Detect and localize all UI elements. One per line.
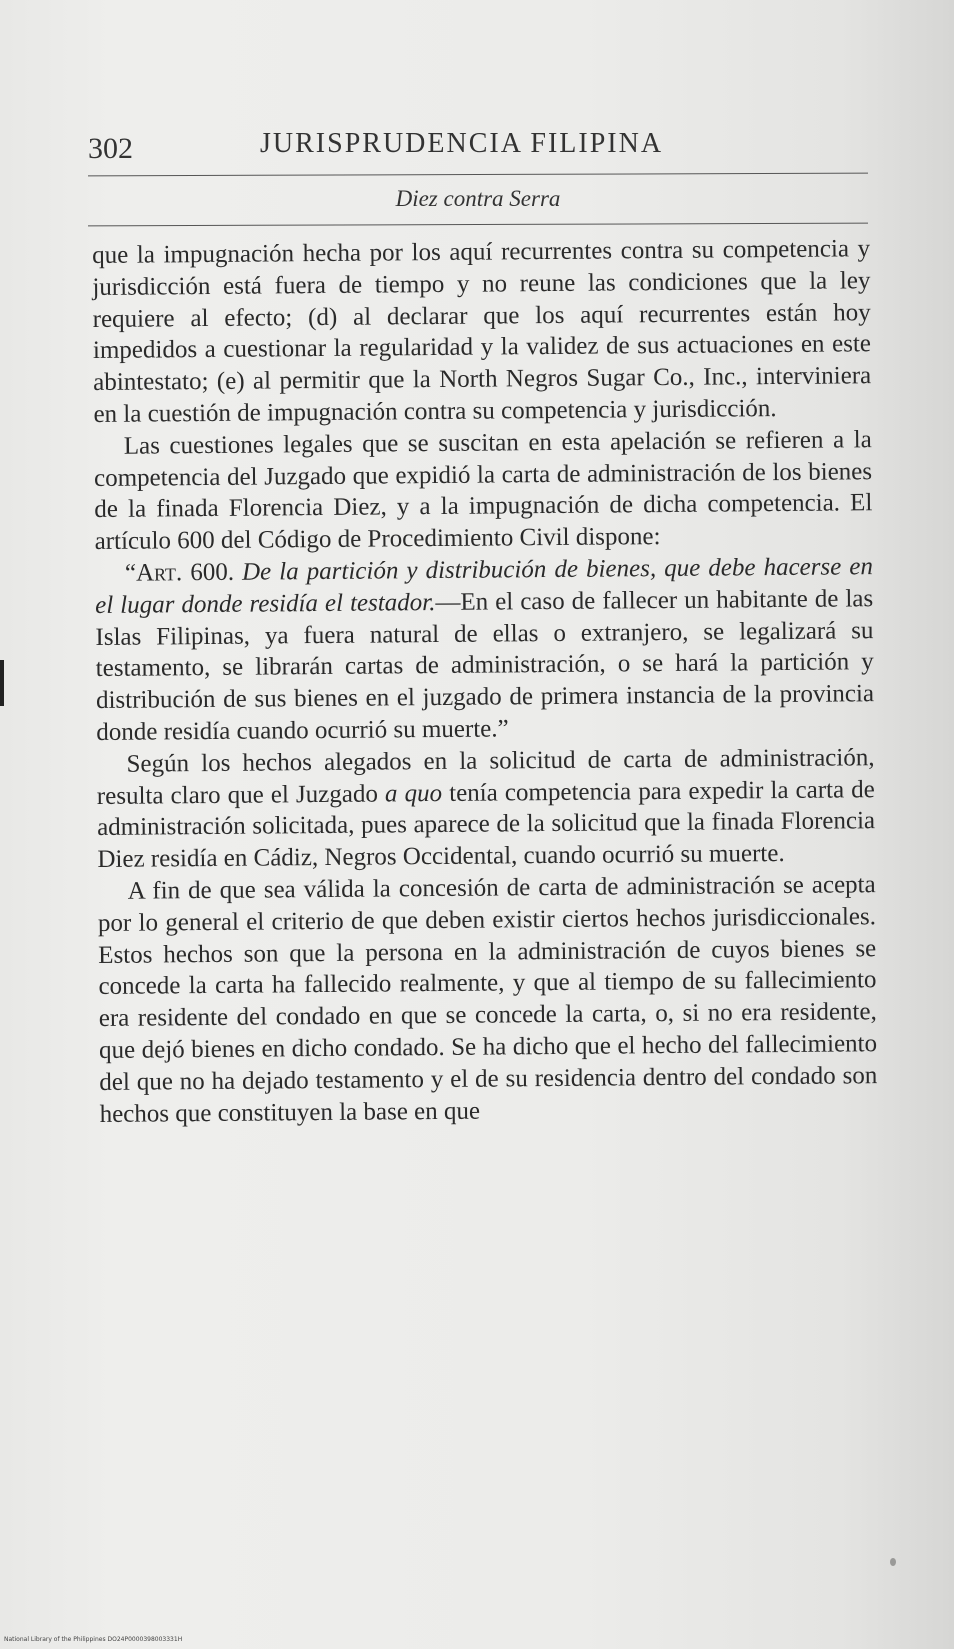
paragraph-jurisdictional-facts: A fin de que sea válida la concesión de carta de administración se acepta por lo general el criterio de que deben existir ciertos hechos jurisdiccionales. Estos hechos son que la persona en la administración de cuyos bienes se concede la carta ha fallecido realmente, y que al tiempo de su fallecimiento era residente del condado en que se concede la carta, o, si no era residente, que dejó bienes en dicho condado. Se ha dicho que el hecho del fallecimiento del que no ha dejado testamento y el de su residencia dentro del condado son hechos que constituyen la base en que xyxy=(97,871,878,1128)
page-number: 302 xyxy=(88,132,133,165)
header-rule-bottom xyxy=(88,223,868,227)
running-title: JURISPRUDENCIA FILIPINA xyxy=(260,128,664,159)
quoted-article xyxy=(95,551,875,749)
quote-open: “ xyxy=(124,559,137,587)
body-text xyxy=(92,233,878,1130)
scan-edge-mark xyxy=(0,660,4,706)
article-text: —En el caso de fallecer un habitante de las Islas Filipinas, ya fuera natural de ellas o extranjero, se legalizará su testamento, se librarán cartas de administración, o se hará la partición y distribución de sus bienes en el juzgado de primera instancia de la provincia donde residía cuando ocurrió su muerte.” xyxy=(95,584,875,746)
header-rule-top xyxy=(88,173,868,177)
article-heading: De la partición y distribución de bienes, que debe hacerse en el lugar donde residía el testador. xyxy=(95,553,873,619)
a-quo-term: a quo xyxy=(384,779,443,808)
article-label: Art. 600. xyxy=(135,558,235,587)
facts-text-start: Según los hechos alegados en la solicitud de carta de administración, resulta claro que el Juzgado xyxy=(96,743,875,810)
facts-text-end: tenía competencia para expedir la carta de administración solicitada, pues aparece de la solicitud que la finada Florencia Diez residía en Cádiz, Negros Occidental, cuando ocurrió su muerte. xyxy=(97,775,876,874)
page-header xyxy=(88,128,868,172)
scan-credit: National Library of the Philippines DO24P0000398003331H xyxy=(4,1636,183,1643)
scan-speck xyxy=(890,1558,896,1566)
paragraph-continuation: que la impugnación hecha por los aquí recurrentes contra su competencia y jurisdicción está fuera de tiempo y no reune las condiciones que la ley requiere al efecto; (d) al declarar que los aquí recurrentes están hoy impedidos a cuestionar la regularidad y la validez de sus actuaciones en este abintestato; (e) al permitir que la North Negros Sugar Co., Inc., interviniera en la cuestión de impugnación contra su competencia y jurisdicción. xyxy=(92,235,872,428)
paragraph-legal-questions: Las cuestiones legales que se suscitan en esta apelación se refieren a la competencia del Juzgado que expidió la carta de administración de los bienes de la finada Florencia Diez, y a la impugnación de dicha competencia. El artículo 600 del Código de Procedimiento Civil dispone: xyxy=(93,425,873,556)
case-title: Diez contra Serra xyxy=(395,186,561,211)
paragraph-facts xyxy=(96,742,875,876)
